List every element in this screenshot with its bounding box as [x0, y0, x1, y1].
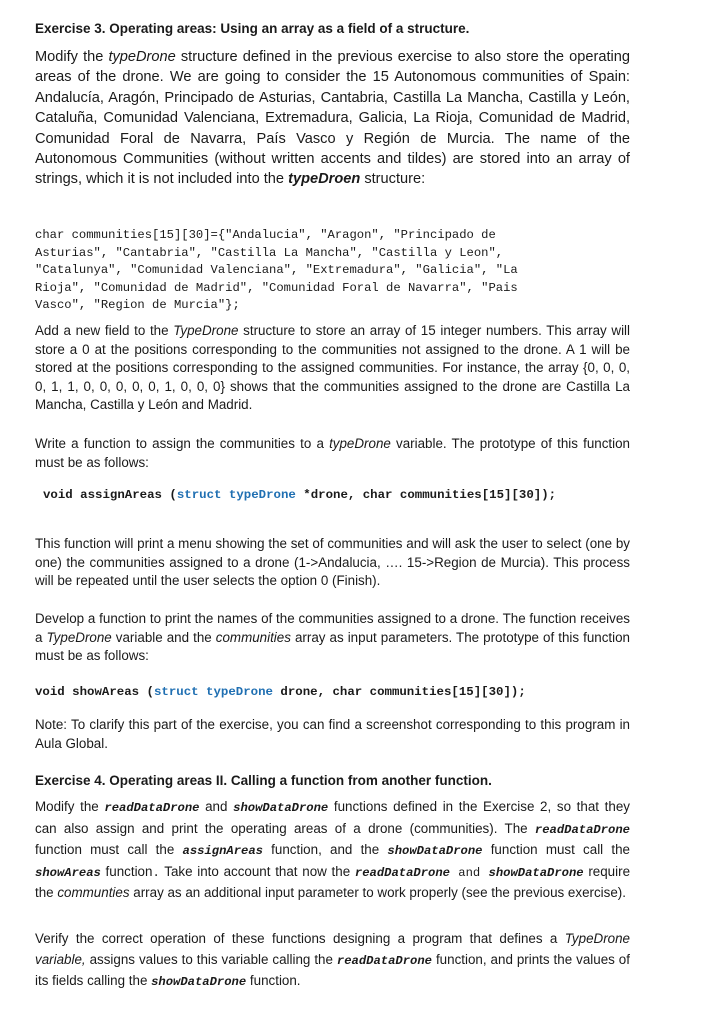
verify-paragraph [35, 929, 630, 993]
code-line: "Catalunya", "Comunidad Valenciana", "Extremadura", "Galicia", "La [35, 263, 518, 277]
exercise-4-paragraph [35, 797, 630, 904]
proto-text-2: *drone, char communities[15][30]); [295, 488, 557, 502]
code-line: char communities[15][30]={"Andalucia", "Aragon", "Principado de [35, 228, 496, 242]
ex4-text: array as an additional input parameter to work properly (see the previous exercise). [129, 885, 626, 900]
field-text-2: structure to store an array of 15 integer numbers. This array will store a 0 at the positions corresponding to the communities not assigned to the drone. A 1 will be stored at the positions corresponding to the assigned communities. For instance, the array {0, 0, 0, 0, 1, 1, 0, 0, 0, 0, 0, 1, 0, 0, 0} shows that the communities assigned to the drone are Castilla La Mancha, Castilla y León and Madrid. [35, 323, 630, 412]
proto-text: void showAreas ( [35, 685, 154, 699]
ex4-communties: communties [57, 885, 130, 900]
code-line: Rioja", "Comunidad de Madrid", "Comunidad Foral de Navarra", "Pais [35, 280, 518, 295]
print-typedrone: TypeDrone [46, 629, 112, 645]
fn-showdatadrone: showDataDrone [488, 865, 584, 880]
code-line: Vasco", "Region de Murcia"}; [35, 298, 240, 312]
ex4-text: functions defined in the Exercise 2, so that they can also assign and print the operating areas of a drone (communities). The [35, 799, 630, 836]
exercise-4-title: Exercise 4. Operating areas II. Calling a function from another function. [35, 773, 492, 788]
code-line: Asturias", "Cantabria", "Castilla La Mancha", "Castilla y Leon", [35, 245, 504, 260]
print-text-3: array as input parameters. The prototype of this function must be as follows: [35, 629, 631, 663]
fn-showdatadrone: showDataDrone [151, 975, 247, 989]
exercise-3-title: Exercise 3. Operating areas: Using an array as a field of a structure. [35, 21, 470, 36]
ex4-text: Take into account that now the [159, 863, 355, 879]
fn-readdatadrone: readDataDrone [336, 953, 432, 968]
menu-paragraph: This function will print a menu showing the set of communities and will ask the user to select (one by one) the communities assigned to a drone (1->Andalucia, …. 15->Region de Murcia). This process will be repeated until the user selects the option 0 (Finish). [35, 536, 630, 588]
print-text: Develop a function to print the names of the communities assigned to a drone. The function receives a [35, 611, 630, 645]
intro-typedrone: typeDrone [108, 49, 176, 65]
print-communities: communities [215, 629, 291, 645]
field-text: Add a new field to the [35, 323, 174, 338]
print-text-2: variable and the [111, 629, 216, 645]
verify-typedrone: TypeDrone variable, [35, 931, 630, 967]
communities-code-block [35, 227, 630, 315]
ex4-and-mono: and [449, 865, 489, 880]
verify-text: function. [246, 973, 301, 988]
fn-readdatadrone: readDataDrone [104, 801, 200, 815]
verify-text: Verify the correct operation of these functions designing a program that defines a [35, 931, 565, 946]
show-areas-prototype [35, 683, 630, 701]
new-field-paragraph [35, 322, 630, 415]
ex4-dot: . [152, 865, 160, 880]
intro-text-3: structure: [360, 171, 426, 188]
fn-showdatadrone: showDataDrone [387, 844, 483, 858]
assign-function-paragraph [35, 435, 630, 472]
fn-assignareas: assignAreas [182, 844, 263, 858]
ex4-text: function must call the [482, 842, 630, 857]
fn-readdatadrone: readDataDrone [354, 865, 450, 880]
intro-text: Modify the [35, 49, 109, 65]
intro-text-2: structure defined in the previous exercise to also store the operating areas of the drone. We are going to consider the 15 Autonomous communities of Spain: Andalucía, Aragón, Principado de Asturias, Cantabria, Castilla La Mancha, Castilla y León, Cataluña, Comunidad Valenciana, Extremadura, Galicia, La Rioja, Comunidad de Madrid, Comunidad Foral de Navarra, País Vasco y Región de Murcia. The name of the Autonomous Communities (without written accents and tildes) are stored into an array of strings, which it is not included into the [35, 49, 630, 188]
ex4-text: function [100, 863, 153, 879]
proto-struct-keyword: struct typeDrone [153, 685, 273, 699]
fn-showdatadrone: showDataDrone [233, 801, 329, 815]
proto-text-2: drone, char communities[15][30]); [272, 685, 526, 699]
intro-typedroen: typeDroen [288, 171, 361, 188]
assign-typedrone: typeDrone [329, 436, 391, 451]
ex4-text: and [199, 799, 234, 814]
verify-text: function, and prints the values of its fields calling the [35, 951, 630, 988]
verify-text: assigns values to this variable calling the [85, 951, 337, 967]
ex4-text: Modify the [35, 799, 105, 814]
note-paragraph: Note: To clarify this part of the exercise, you can find a screenshot corresponding to this program in Aula Global. [35, 717, 630, 751]
ex4-text: require the [35, 863, 631, 900]
fn-readdatadrone: readDataDrone [534, 822, 630, 837]
fn-showareas: showAreas [35, 865, 101, 880]
field-typedrone: TypeDrone [173, 323, 239, 338]
proto-struct-keyword: struct typeDrone [176, 488, 296, 502]
ex4-text: function, and the [262, 842, 388, 857]
assign-text-2: variable. The prototype of this function must be as follows: [35, 436, 631, 470]
assign-text: Write a function to assign the communities to a [35, 436, 330, 451]
assign-areas-prototype [43, 486, 638, 504]
print-function-paragraph [35, 610, 630, 666]
exercise-3-intro [35, 47, 630, 190]
proto-text: void assignAreas ( [43, 488, 177, 502]
ex4-text: function must call the [35, 842, 183, 857]
